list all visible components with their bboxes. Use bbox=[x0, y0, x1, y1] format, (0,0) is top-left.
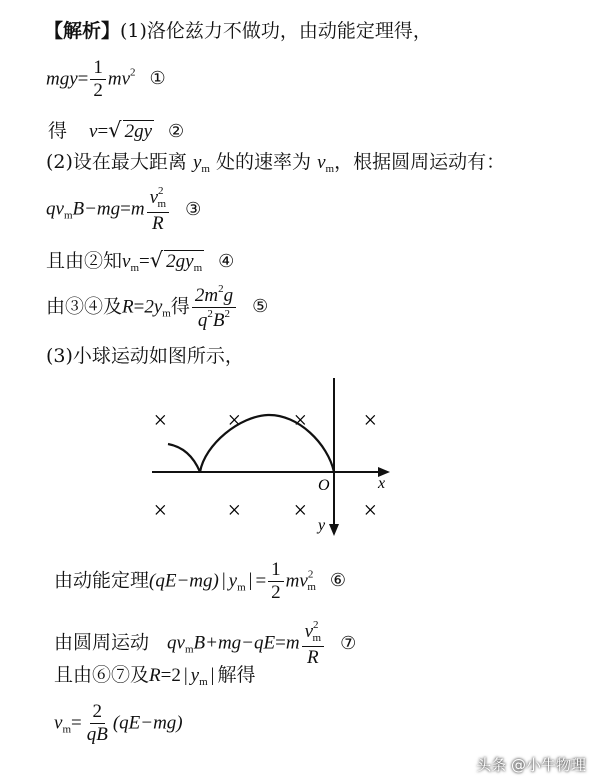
field-cross: × bbox=[292, 498, 309, 524]
part3-line: (3)小球运动如图所示， bbox=[46, 345, 244, 367]
fraction: $\frac{2m^2g}{q^2B^2}$ bbox=[192, 284, 236, 331]
fraction: $\frac{v^2_m}{R}$ bbox=[302, 620, 325, 667]
origin-label: O bbox=[318, 477, 330, 494]
equation-6: 由动能定理(qE−mg) | $y_m$ | = $\frac{1}{2}$ $mv^2_m$ ⑥ bbox=[54, 559, 347, 603]
field-cross: × bbox=[152, 498, 169, 524]
field-cross: × bbox=[362, 498, 379, 524]
x-label: x bbox=[378, 475, 386, 492]
label-2: ② bbox=[168, 121, 185, 142]
equation-7: 由圆周运动 $qv_mB+mg-qE=m$ $\frac{v^2_m}{R}$ ⑦ bbox=[54, 619, 357, 668]
field-cross: × bbox=[226, 408, 243, 434]
equation-9: $v_m=$ $\frac{2}{qB}$ (qE−mg) bbox=[54, 701, 183, 745]
fraction: $\frac{v^2_m}{R}$ bbox=[147, 186, 170, 233]
equation-3: $qv_mB-mg=m$ $\frac{v^2_m}{R}$ ③ bbox=[46, 185, 202, 234]
trajectory-small-arc bbox=[168, 444, 200, 472]
part2-line: (2)设在最大距离 $y_m$ 处的速率为 $v_m$，根据圆周运动有： bbox=[46, 151, 506, 175]
label-7: ⑦ bbox=[340, 632, 357, 654]
watermark: 头条 @小牛物理 bbox=[476, 756, 586, 774]
fraction: $\frac{2}{qB}$ bbox=[86, 701, 108, 745]
equation-8: 且由⑥⑦及R=2 | $y_m$ | 解得 bbox=[54, 664, 256, 688]
y-axis-arrow bbox=[329, 524, 339, 536]
equation-5: 由③④及$R=2y_m$得 $\frac{2m^2g}{q^2B^2}$ ⑤ bbox=[46, 283, 269, 331]
heading-line bbox=[44, 22, 432, 41]
fraction: $\frac{1}{2}$ bbox=[268, 560, 284, 603]
motion-figure bbox=[0, 378, 600, 578]
part1-text: (1)洛伦兹力不做功，由动能定理得， bbox=[120, 20, 432, 42]
label-4: ④ bbox=[218, 251, 235, 272]
equation-4: 且由②知$v_m=√$ $2gy_m$ ④ bbox=[46, 248, 235, 274]
label-1: ① bbox=[149, 68, 166, 90]
field-cross: × bbox=[362, 408, 379, 434]
field-cross: × bbox=[152, 408, 169, 434]
equation-1: mgy= $\frac{1}{2}$ $mv^2$ ① bbox=[46, 57, 166, 101]
fraction: $\frac{1}{2}$ bbox=[90, 58, 106, 101]
label-5: ⑤ bbox=[252, 296, 269, 318]
equation-2: 得 v=√ 2gy ② bbox=[48, 118, 185, 142]
y-label: y bbox=[318, 517, 326, 534]
label-6: ⑥ bbox=[329, 570, 347, 592]
analysis-tag: 【解析】 bbox=[44, 20, 121, 42]
field-cross: × bbox=[226, 498, 243, 524]
label-3: ③ bbox=[185, 198, 202, 220]
field-cross: × bbox=[292, 408, 309, 434]
trajectory-large-arc bbox=[200, 415, 334, 472]
